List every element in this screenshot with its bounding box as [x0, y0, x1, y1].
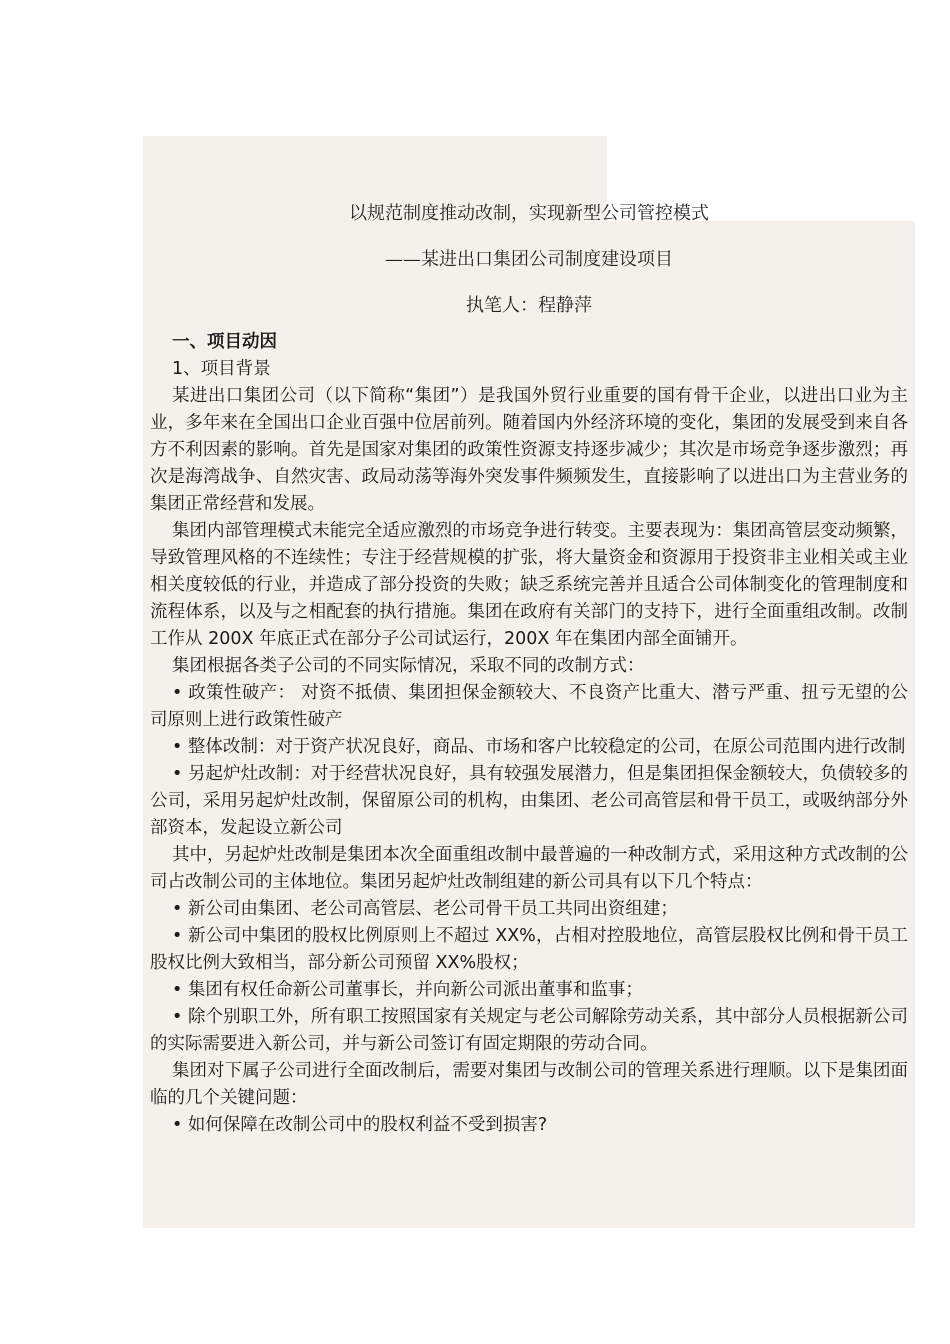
section-heading: 一、项目动因: [172, 332, 277, 352]
list-item: [150, 923, 908, 977]
document-title: 以规范制度推动改制，实现新型公司管控模式: [349, 203, 709, 224]
document-page: [150, 196, 908, 1139]
list-item: [150, 1004, 908, 1058]
bullet-icon: •: [172, 926, 183, 946]
list-item-text: 集团有权任命新公司董事长，并向新公司派出董事和监事；: [187, 980, 643, 1000]
bullet-icon: •: [172, 1115, 183, 1135]
paragraph: 某进出口集团公司（以下简称“集团”）是我国外贸行业重要的国有骨干企业，以进出口业为主业，多年来在全国出口企业百强中位居前列。随着国内外经济环境的变化，集团的发展受到来自各方不利因素的影响。首先是国家对集团的政策性资源支持逐步减少；其次是市场竞争逐步激烈；再次是海湾战争、自然灾害、政局动荡等海外突发事件频频发生，直接影响了以进出口为主营业务的集团正常经营和发展。: [150, 386, 908, 514]
list-item-text: 整体改制：对于资产状况良好，商品、市场和客户比较稳定的公司，在原公司范围内进行改制: [187, 737, 906, 757]
list-item: [150, 977, 908, 1004]
bullet-icon: •: [172, 899, 183, 919]
paragraph: 集团根据各类子公司的不同实际情况，采取不同的改制方式：: [172, 656, 645, 676]
bullet-icon: •: [172, 980, 183, 1000]
list-item-text: 如何保障在改制公司中的股权利益不受到损害?: [187, 1115, 548, 1135]
list-item: [150, 1112, 908, 1139]
list-item-text: 新公司由集团、老公司高管层、老公司骨干员工共同出资组建；: [187, 899, 678, 919]
list-item: [150, 680, 908, 734]
list-item-text: 另起炉灶改制：对于经营状况良好，具有较强发展潜力，但是集团担保金额较大，负债较多的公司，采用另起炉灶改制，保留原公司的机构，由集团、老公司高管层和骨干员工，或吸纳部分外部资本，发起设立新公司: [150, 764, 908, 838]
list-item-text: 除个别职工外，所有职工按照国家有关规定与老公司解除劳动关系，其中部分人员根据新公司的实际需要进入新公司，并与新公司签订有固定期限的劳动合同。: [150, 1007, 908, 1054]
bullet-icon: •: [172, 1007, 183, 1027]
subsection-heading: 1、项目背景: [172, 359, 271, 379]
bullet-icon: •: [172, 764, 183, 784]
paragraph: 集团内部管理模式未能完全适应激烈的市场竞争进行转变。主要表现为：集团高管层变动频繁，导致管理风格的不连续性；专注于经营规模的扩张，将大量资金和资源用于投资非主业相关或主业相关度较低的行业，并造成了部分投资的失败；缺乏系统完善并且适合公司体制变化的管理制度和流程体系，以及与之相配套的执行措施。集团在政府有关部门的支持下，进行全面重组改制。改制工作从 200X 年底正式在部分子公司试运行，200X 年在集团内部全面铺开。: [150, 521, 908, 649]
paragraph: 集团对下属子公司进行全面改制后，需要对集团与改制公司的管理关系进行理顺。以下是集团面临的几个关键问题：: [150, 1061, 908, 1108]
paragraph: 其中，另起炉灶改制是集团本次全面重组改制中最普遍的一种改制方式，采用这种方式改制的公司占改制公司的主体地位。集团另起炉灶改制组建的新公司具有以下几个特点：: [150, 845, 908, 892]
document-subtitle: ——某进出口集团公司制度建设项目: [385, 249, 673, 270]
bullet-icon: •: [172, 683, 183, 703]
bullet-icon: •: [172, 737, 183, 757]
list-item-text: 政策性破产： 对资不抵债、集团担保金额较大、不良资产比重大、潜亏严重、扭亏无望的公司原则上进行政策性破产: [150, 683, 908, 730]
document-author: 执笔人：程静萍: [466, 295, 592, 316]
list-item-text: 新公司中集团的股权比例原则上不超过 XX%，占相对控股地位，高管层股权比例和骨干员工股权比例大致相当，部分新公司预留 XX%股权；: [150, 926, 908, 973]
list-item: [150, 896, 908, 923]
list-item: [150, 734, 908, 761]
list-item: [150, 761, 908, 842]
